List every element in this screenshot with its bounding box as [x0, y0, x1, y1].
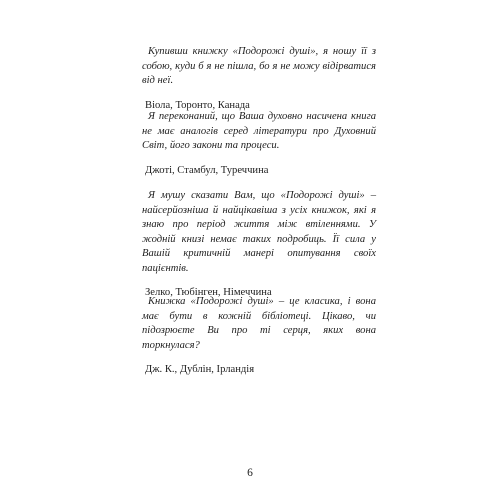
testimonial-author: Зелко, Тюбінген, Німеччина	[145, 287, 272, 298]
testimonial-author: Віола, Торонто, Канада	[145, 99, 250, 111]
testimonial-jk	[142, 295, 376, 377]
testimonial-quote: Книжка «Подорожі душі» – це класика, і вона має бути в кожній бібліотеці. Цікаво, чи підозрюєте Ви про ті серця, яких вона торкнулася?	[142, 296, 376, 351]
testimonial-quote: Я переконаний, що Ваша духовно насичена книга не має аналогів серед літератури про Духовний Світ, його закони та процеси.	[142, 111, 376, 151]
testimonial-author: Дж. К., Дублін, Ірландія	[145, 364, 255, 375]
testimonial-author: Джоті, Стамбул, Туреччина	[145, 164, 269, 176]
testimonial-quote: Купивши книжку «Подорожі душі», я ношу її з собою, куди б я не пішла, бо я не можу відірватися від неї.	[142, 46, 376, 86]
testimonial-zelko	[142, 189, 376, 300]
testimonial-quote: Я мушу сказати Вам, що «Подорожі душі» – найсерйозніша й найцікавіша з усіх книжок, які я знаю про період життя між втіленнями. У жодній книзі немає таких подробиць. Її сила у Вашій критичній манері опитування своїх пацієнтів.	[142, 190, 376, 274]
page-number: 6	[247, 467, 253, 479]
testimonial-jyoti	[142, 110, 376, 178]
testimonial-viola	[142, 45, 376, 113]
